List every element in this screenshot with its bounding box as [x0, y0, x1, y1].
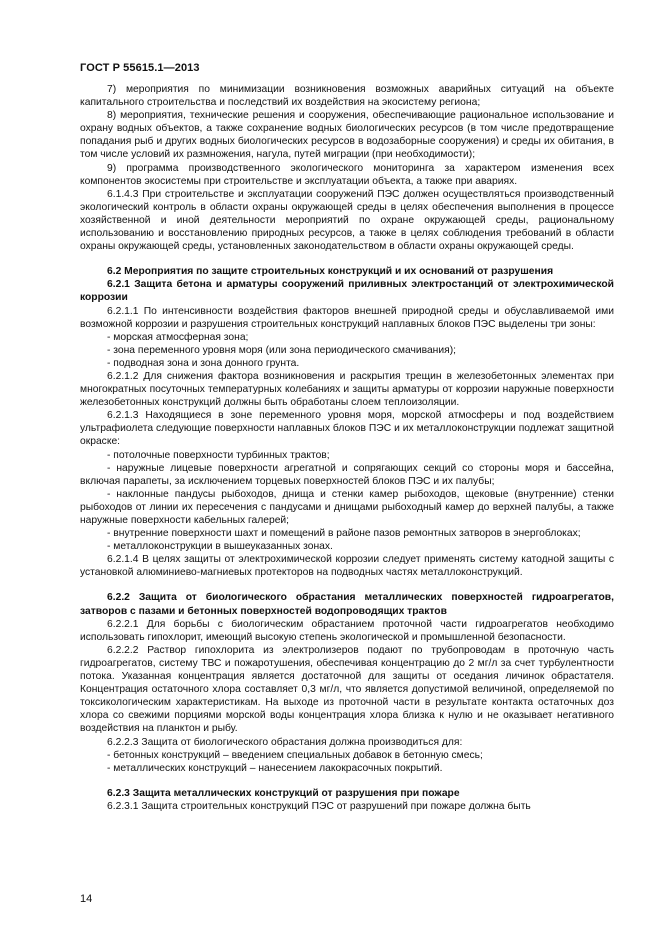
list-item-7: 7) мероприятия по минимизации возникновения возможных аварийных ситуаций на объекте капитального строительства и последствий их воздействия на экосистему региона;	[80, 84, 614, 109]
surface-list-item: - металлоконструкции в вышеуказанных зонах.	[107, 541, 333, 553]
clause-6-2-1-3: 6.2.1.3 Находящиеся в зоне переменного уровня моря, морской атмосферы и под воздействием ультрафиолета следующие поверхности наплавных блоков ПЭС и их металлоконструкции подлежат защитной окраске:	[80, 410, 614, 448]
zone-list-item: - зона переменного уровня моря (или зона периодического смачивания);	[107, 344, 456, 356]
protection-list-item: - бетонных конструкций – введением специальных добавок в бетонную смесь;	[107, 749, 483, 761]
subsection-heading-6-2-1: 6.2.1 Защита бетона и арматуры сооружений приливных электростанций от электрохимической коррозии	[80, 279, 614, 304]
subsection-heading-6-2-3: 6.2.3 Защита металлических конструкций от разрушения при пожаре	[107, 787, 460, 799]
document-body	[80, 83, 614, 813]
page-number: 14	[80, 893, 93, 905]
surface-list-item: - наклонные пандусы рыбоходов, днища и стенки камер рыбоходов, щековые (внутренние) стенки рыбоходов от линии их пересечения с пандусами и днищами рыбоходный камер до верхней палубы, а также наружные поверхности кабельных галерей;	[80, 488, 614, 526]
clause-6-2-1-4: 6.2.1.4 В целях защиты от электрохимической коррозии следует применять систему катодной защиты с установкой алюминиево-магниевых протекторов на подводных частях металлоконструкций.	[80, 554, 614, 579]
section-heading-6-2: 6.2 Мероприятия по защите строительных конструкций и их оснований от разрушения	[107, 266, 554, 278]
surface-list-item: - наружные лицевые поверхности агрегатной и сопрягающих секций со стороны моря и бассейна, включая парапеты, за исключением торцевых поверхностей блоков ПЭС и их палубы;	[80, 462, 614, 487]
clause-6-2-1-2: 6.2.1.2 Для снижения фактора возникновения и раскрытия трещин в железобетонных элементах при многократных посуточных температурных колебаниях и защиты арматуры от коррозии наружные поверхности железобетонных конструкций должны быть обработаны слоем теплоизоляции.	[80, 370, 614, 409]
zone-list-item: - морская атмосферная зона;	[107, 331, 249, 343]
clause-6-2-2-2: 6.2.2.2 Раствор гипохлорита из электролизеров подают по трубопроводам в проточную часть гидроагрегатов, систему ТВС и пожаротушения, обеспечивая концентрацию до 2 мг/л за счет турбулентности потока. Указанная концентрация является достаточной для защиты от оседания личинок обрастателя. Концентрация остаточного хлора составляет 0,3 мг/л, что является допустимой величиной, определяемой по токсикологическим характеристикам. На выходе из проточной части в результате контакта остаточных доз хлора со свежими порциями морской воды концентрация хлора близка к нулю и не оказывает негативного воздействия на планктон и рыбу.	[80, 644, 614, 735]
surface-list-item: - внутренние поверхности шахт и помещений в районе пазов ремонтных затворов в энергоблоках;	[107, 528, 581, 540]
clause-6-1-4-3: 6.1.4.3 При строительстве и эксплуатации сооружений ПЭС должен осуществляться производственный экологический контроль в области охраны окружающей среды в целях обеспечения выполнения в процессе хозяйственной и иной деятельности мероприятий по охране окружающей среды, рациональному использованию и восстановлению природных ресурсов, а также в целях соблюдения требований в области охраны окружающей среды, установленных законодательством в области охраны окружающей среды.	[80, 188, 614, 253]
subsection-heading-6-2-2: 6.2.2 Защита от биологического обрастания металлических поверхностей гидроагрегатов, затворов с пазами и бетонных поверхностей водопроводящих трактов	[80, 592, 614, 617]
list-item-8: 8) мероприятия, технические решения и сооружения, обеспечивающие рациональное использование и охрану водных объектов, а также сохранение водных биологических ресурсов (в том числе предотвращение попадания рыб и других водных биологических ресурсов в водозаборные сооружения) и среды их обитания, в том числе условий их размножения, нагула, путей миграции (при необходимости);	[80, 110, 614, 161]
zone-list-item: - подводная зона и зона донного грунта.	[107, 357, 300, 369]
surface-list-item: - потолочные поверхности турбинных трактов;	[107, 449, 330, 461]
list-item-9: 9) программа производственного экологического мониторинга за характером изменения всех компонентов экосистемы при строительстве и эксплуатации объекта, а также при авариях.	[80, 162, 614, 187]
document-code-header: ГОСТ Р 55615.1—2013	[80, 62, 200, 74]
clause-6-2-2-3: 6.2.2.3 Защита от биологического обрастания должна производиться для:	[107, 736, 463, 748]
clause-6-2-2-1: 6.2.2.1 Для борьбы с биологическим обрастанием проточной части гидроагрегатов необходимо использовать гипохлорит, имеющий высокую степень экологической и промышленной безопасности.	[80, 618, 614, 643]
protection-list-item: - металлических конструкций – нанесением лакокрасочных покрытий.	[107, 762, 443, 774]
clause-6-2-3-1: 6.2.3.1 Защита строительных конструкций ПЭС от разрушений при пожаре должна быть	[107, 800, 531, 812]
clause-6-2-1-1: 6.2.1.1 По интенсивности воздействия факторов внешней природной среды и обуславливаемой ими возможной коррозии и разрушения строительных конструкций наплавных блоков ПЭС выделены три зоны:	[80, 305, 614, 330]
